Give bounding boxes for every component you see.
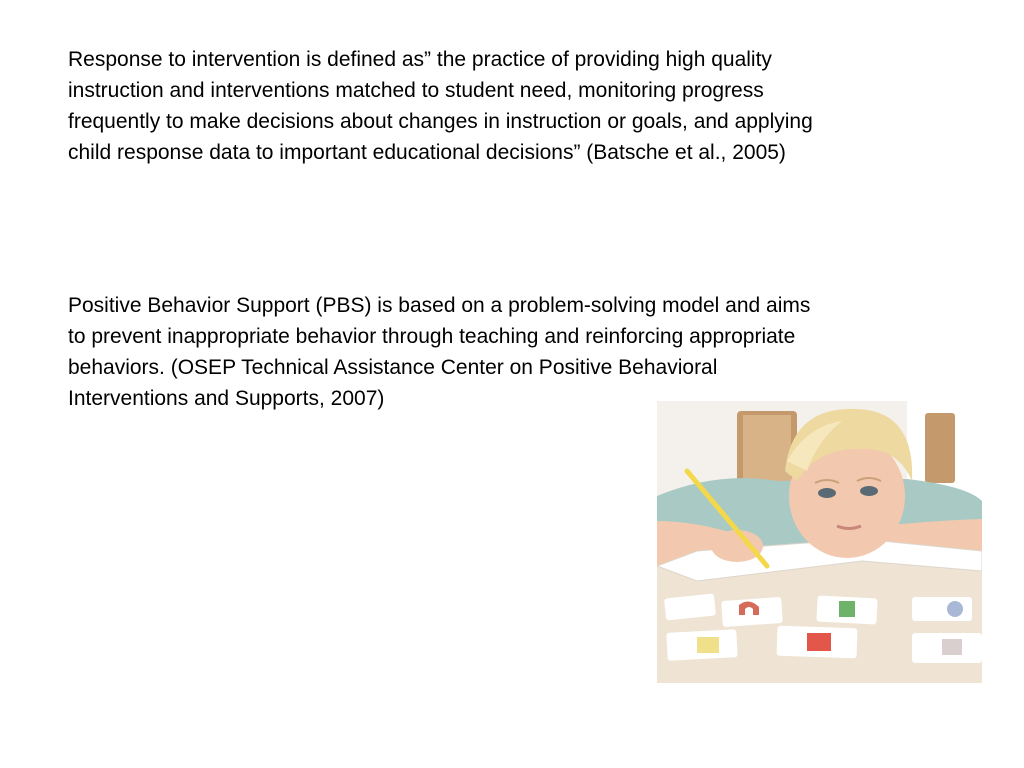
- rti-definition-paragraph: Response to intervention is defined as” the practice of providing high quality instruction and interventions matched to student need, monitoring progress frequently to make decisions about changes in instruction or goals, and applying child response data to important educational decisions” (Batsche et al., 2005): [68, 48, 813, 164]
- pbs-definition-paragraph: Positive Behavior Support (PBS) is based on a problem-solving model and aims to prevent inappropriate behavior through teaching and reinforcing appropriate behaviors. (OSEP Technical Assistance Center on Positive Behavioral Interventions and Supports, 2007): [68, 294, 811, 410]
- child-writing-photo: [657, 401, 982, 683]
